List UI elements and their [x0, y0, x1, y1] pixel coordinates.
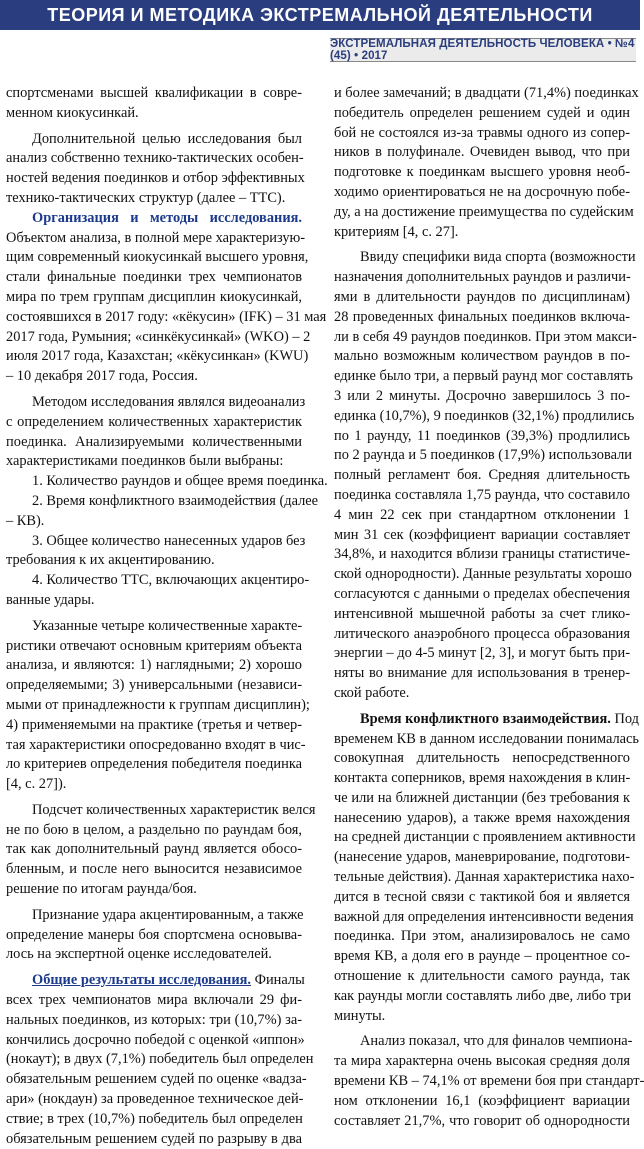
text-line: согласуются с данными о пределах обеспечения — [334, 585, 630, 602]
text-line: ников в полуфинале. Очевиден вывод, что при — [334, 144, 630, 161]
text-line: Ввиду специфики вида спорта (возможности — [360, 249, 636, 266]
text-line: мально возможным количеством раундов в по- — [334, 348, 630, 365]
text-line: единке было три, а первый раунд мог составлять — [334, 368, 633, 385]
text-line: та мира характерна очень высокая средняя доля — [334, 1053, 630, 1070]
text-line: 4 мин 22 сек при стандартном отклонении 1 — [334, 506, 630, 523]
text-line: поединка. При этом, анализировалось не само — [334, 928, 630, 945]
text-line: лось на экспертной оценке исследователей. — [6, 946, 272, 963]
text-line: с определением количественных характеристик — [6, 413, 302, 430]
text-line: 1. Количество раундов и общее время поединка. — [32, 473, 328, 490]
text-line: контакта соперников, время нахождения в клин- — [334, 770, 631, 787]
text-line: литического анаэробного процесса образования — [334, 625, 630, 642]
section-header — [0, 0, 640, 30]
text-line: подготовке к поединкам высшего уровня необ- — [334, 164, 630, 181]
text-line: на средней дистанции с проявлением активности — [334, 829, 636, 846]
section-heading: Время конфликтного взаимодействия. — [360, 710, 611, 727]
text-line: отношение к длительности самого раунда, так — [334, 968, 630, 985]
text-line: кончились досрочно победой с оценкой «иппон» — [6, 1031, 305, 1048]
text-line: составляет 21,7%, что говорит об однородности — [334, 1112, 630, 1129]
text-line: ду, а на достижение преимущества по судейским — [334, 203, 634, 220]
text-line: ристики отвечают основным критериям объекта — [6, 637, 302, 654]
text-line: 3 или 2 минуты. Досрочно завершилось 3 по- — [334, 387, 630, 404]
text-line: важной для определения интенсивности ведения — [334, 908, 634, 925]
text-line: щим современный киокусинкай высшего уровня, — [6, 249, 309, 266]
text-line: 2017 года, Румыния; «синкёкусинкай» (WKO) – 2 — [6, 328, 311, 345]
text-line: как раунды могли составлять либо две, либо три — [334, 987, 632, 1004]
text-line — [6, 209, 302, 229]
section-heading: Организация и методы исследования. — [32, 209, 302, 226]
journal-reference-bar — [330, 38, 636, 62]
text-line: бленным, и после него выносится независимое — [6, 861, 302, 878]
text-line: ли в себя 49 раундов поединков. При этом макси- — [334, 328, 637, 345]
text-line: 3. Общее количество нанесенных ударов без — [32, 532, 306, 549]
text-line: поединка. Анализируемыми количественными — [6, 433, 302, 450]
text-line: анализ собственно технико-тактических особен- — [6, 150, 304, 167]
text-line: ями в длительности раундов по дисциплинам) — [334, 288, 630, 305]
text-line — [6, 971, 305, 991]
text-line: решение по итогам раунда/боя. — [6, 881, 197, 898]
text-line: время КВ, а доля его в раунде – процентное со- — [334, 948, 630, 965]
text-line: июля 2017 года, Казахстан; «кёкусинкан» (KWU) — [6, 348, 309, 365]
text-line: поединка составляла 1,75 раунда, что составило — [334, 486, 630, 503]
text-line: ской однородности). Данные результаты хорошо — [334, 566, 632, 583]
text-line: (нокаут); в двух (7,1%) победитель был определен — [6, 1051, 314, 1068]
text-line: по 2 раунда и 5 поединков (17,9%) использовали — [334, 447, 632, 464]
text-line: Признание удара акцентированным, а также — [32, 906, 304, 923]
text-line: требования к их акцентированию. — [6, 552, 215, 569]
text-line: интенсивной мышечной работы за счет глико- — [334, 605, 630, 622]
text-line: бой не состоялся из-за травмы одного из сопер- — [334, 124, 630, 141]
text-line: тельные действия). Данная характеристика нахо- — [334, 869, 635, 886]
text-line: ствие; в трех (10,7%) победитель был определен — [6, 1110, 303, 1127]
text-line: менном киокусинкай. — [6, 104, 139, 121]
text-line: – КВ). — [6, 512, 45, 529]
text-line: (нанесение ударов, маневрирование, подготови- — [334, 849, 630, 866]
text-line: обязательным решением судей по оценке «вадза- — [6, 1071, 307, 1088]
text-line: полный регламент боя. Средняя длительность — [334, 467, 630, 484]
text-line: Дополнительной целью исследования был — [32, 130, 302, 147]
text-line: энергии – до 4-5 минут [2, 3], и могут быть при- — [334, 645, 630, 662]
text-line: по 1 раунду, 11 поединков (39,3%) продлились — [334, 427, 630, 444]
text-line: определение манеры боя спортсмена основыва- — [6, 926, 302, 943]
text-line: обязательным решением судей по разрыву в два — [6, 1130, 302, 1147]
text-line: мира по трем группам дисциплин киокусинкай, — [6, 288, 302, 305]
text-line: 28 проведенных финальных поединков включа- — [334, 308, 630, 325]
text-line: тая характеристики опосредованно входят в чис- — [6, 736, 306, 753]
text-line: назначения дополнительных раундов и различи- — [334, 269, 631, 286]
text-line: состоявшихся в 2017 году: «кёкусин» (IFK) – 31 мая — [6, 308, 327, 325]
text-line: 34,8%, и находится вблизи границы статистиче- — [334, 546, 630, 563]
text-line: временем КВ в данном исследовании понималась — [334, 730, 639, 747]
text-line: че или на ближней дистанции (без требования к — [334, 789, 630, 806]
text-line: ари» (нокдаун) за проведенное техническое дей- — [6, 1091, 304, 1108]
text-line: технико-тактических структур (далее – ТТС). — [6, 189, 286, 206]
text-line: единка (10,7%), 9 поединков (32,1%) продлились — [334, 407, 635, 424]
text-line: всех трех чемпионатов мира включали 29 фи- — [6, 992, 302, 1009]
text-line: нанесению ударов), а также время нахождения — [334, 809, 630, 826]
text-line: 4. Количество ТТС, включающих акцентиро- — [32, 572, 310, 589]
text-line: мыми от принадлежности к группам дисциплин); — [6, 696, 310, 713]
text-line: Анализ показал, что для финалов чемпиона- — [360, 1033, 633, 1050]
text-line: ходимо ориентироваться не на досрочную побе- — [334, 183, 630, 200]
text-line: Методом исследования являлся видеоанализ — [32, 393, 306, 410]
text-line: ло критериев определения победителя поединка — [6, 756, 302, 773]
text-line: Подсчет количественных характеристик велся — [32, 801, 316, 818]
text-fragment: Финалы — [251, 972, 305, 989]
text-line: мин 31 сек (коэффициент вариации составляет — [334, 526, 630, 543]
text-line: ном отклонении 16,1 (коэффициент вариации — [334, 1092, 630, 1109]
text-line: – 10 декабря 2017 года, Россия. — [6, 368, 198, 385]
text-line: Указанные четыре количественные характе- — [32, 617, 303, 634]
journal-reference: ЭКСТРЕМАЛЬНАЯ ДЕЯТЕЛЬНОСТЬ ЧЕЛОВЕКА • №4 (45) • 2017 — [330, 38, 635, 62]
text-line: спортсменами высшей квалификации в совре- — [6, 85, 302, 101]
text-line — [334, 710, 639, 730]
text-line: ской работе. — [334, 684, 410, 701]
text-line: нальных поединков, из которых: три (10,7%) за- — [6, 1011, 302, 1028]
text-line: времени КВ – 74,1% от времени боя при стандарт- — [334, 1073, 644, 1090]
text-line: не по бою в целом, а раздельно по раундам боя, — [6, 821, 302, 838]
section-title: ТЕОРИЯ И МЕТОДИКА ЭКСТРЕМАЛЬНОЙ ДЕЯТЕЛЬНОСТИ — [47, 4, 593, 25]
left-text-column — [6, 84, 328, 1149]
text-line: характеристиками поединков были выбраны: — [6, 453, 284, 470]
text-line: минуты. — [334, 1007, 386, 1024]
text-line: и более замечаний; в двадцати (71,4%) поединках — [334, 85, 639, 101]
text-line: критериям [4, с. 27]. — [334, 223, 459, 240]
text-line: няты во внимание для использования в тренер- — [334, 665, 630, 682]
text-line: анализа, и являются: 1) наглядными; 2) хорошо — [6, 657, 302, 674]
text-line: ностей ведения поединков и отбор эффективных — [6, 170, 305, 187]
right-text-column — [334, 84, 644, 1131]
text-line: 2. Время конфликтного взаимодействия (далее — [32, 492, 319, 509]
text-line: дится в тесной связи с тактикой боя и является — [334, 888, 630, 905]
text-fragment: Под — [610, 710, 639, 727]
text-line: так как дополнительный раунд является обосо- — [6, 841, 302, 858]
section-heading: Общие результаты исследования. — [32, 972, 252, 989]
text-line: победитель определен решением судей и один — [334, 104, 630, 121]
text-line: [4, с. 27]). — [6, 776, 67, 793]
text-line: определяемыми; 3) универсальными (независи- — [6, 677, 302, 694]
text-line: 4) применяемыми на практике (третья и четвер- — [6, 716, 302, 733]
text-line: стали финальные поединки трех чемпионатов — [6, 269, 302, 286]
text-line: Объектом анализа, в полной мере характеризую- — [6, 229, 306, 246]
text-line: ванные удары. — [6, 591, 95, 608]
text-line: совокупная длительность непосредственного — [334, 750, 630, 767]
